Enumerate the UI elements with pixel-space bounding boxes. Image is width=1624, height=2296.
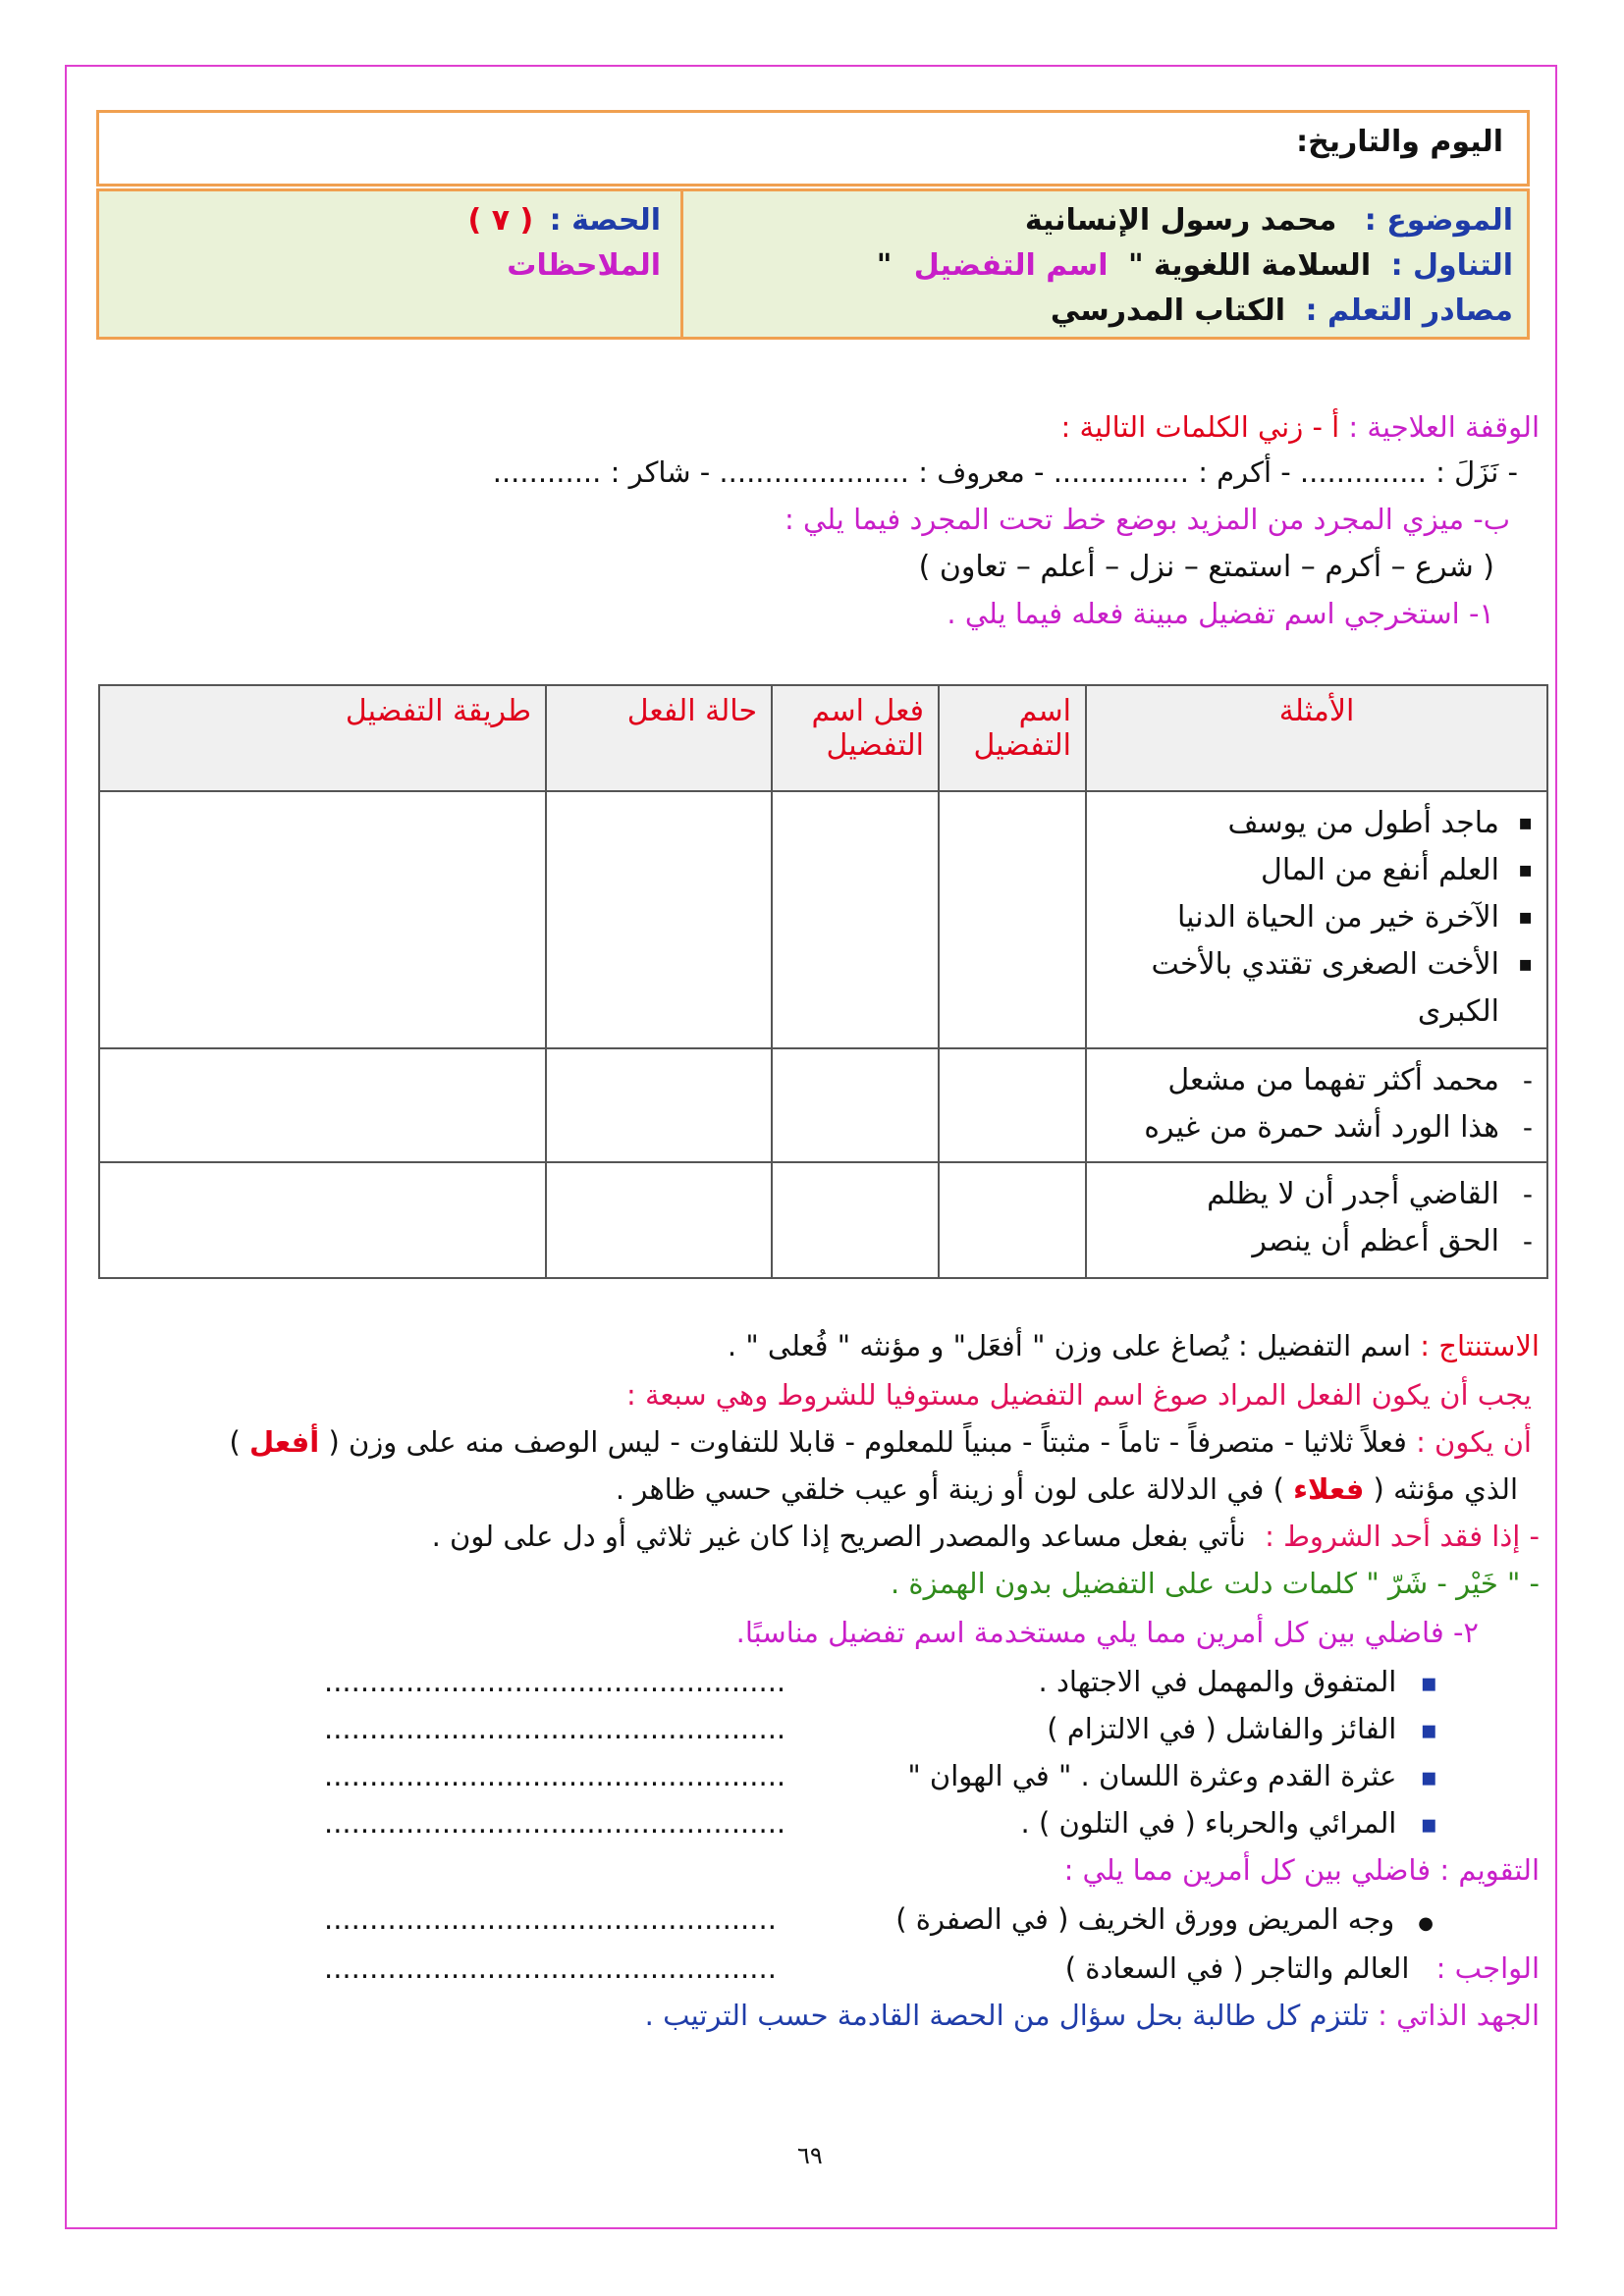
- list-item: ▪ الأخت الصغرى تقتدي بالأخت الكبرى: [1101, 941, 1533, 1036]
- col-verb: فعل اسم التفضيل: [772, 685, 939, 791]
- list-item: - القاضي أجدر أن لا يظلم: [1101, 1171, 1533, 1218]
- list-item: ▪ الآخرة خير من الحياة الدنيا: [1101, 894, 1533, 941]
- table-row: [99, 1048, 1547, 1162]
- feminine-line: الذي مؤنثه ( فعلاء ) في الدلالة على لون أو زينة أو عيب خلقي حسي ظاهر .: [615, 1472, 1518, 1506]
- date-box: [96, 110, 1530, 187]
- task-b: ب- ميزي المجرد من المزيد بوضع خط تحت المجرد فيما يلي :: [785, 503, 1510, 536]
- answer-dots: ...................................................: [324, 1712, 786, 1745]
- exercise2-title: ٢- فاضلي بين كل أمرين مما يلي مستخدمة اسم تفضيل مناسبًا.: [735, 1616, 1479, 1649]
- list-item: - محمد أكثر تفهما من مشعل: [1101, 1057, 1533, 1104]
- examples-cell: [1086, 1162, 1547, 1278]
- khayr-line: - " خَيْر - شَرّ " كلمات دلت على التفضيل بدون الهمزة .: [890, 1567, 1540, 1600]
- col-superlative: اسم التفضيل: [939, 685, 1086, 791]
- topic-line: الموضوع : محمد رسول الإنسانية: [1024, 203, 1513, 238]
- exercise2-item: ▪ المتفوق والمهمل في الاجتهاد .: [1039, 1665, 1437, 1698]
- examples-cell: [1086, 1048, 1547, 1162]
- exercise2-item: ▪ عثرة القدم وعثرة اللسان . " في الهوان ": [907, 1759, 1437, 1792]
- examples-table: [98, 684, 1548, 1279]
- evaluation-label: التقويم : فاضلي بين كل أمرين مما يلي :: [1063, 1853, 1540, 1887]
- verbs-line: ( شرع – أكرم – استمتع – نزل – أعلم – تعاون ): [918, 550, 1494, 584]
- homework-line: الواجب : العالم والتاجر ( في السعادة ): [1064, 1951, 1540, 1985]
- col-method: طريقة التفضيل: [99, 685, 546, 791]
- conclusion-line: الاستنتاج : اسم التفضيل : يُصاغ على وزن " أفعَل" و مؤنثه " فُعلى " .: [727, 1329, 1540, 1362]
- lesson-info-box: [96, 188, 1530, 340]
- answer-dots: ...................................................: [324, 1665, 786, 1698]
- period-line: الحصة : ( ٧ ): [467, 203, 661, 238]
- table-row: [99, 1162, 1547, 1278]
- list-item: ▪ ماجد أطول من يوسف: [1101, 800, 1533, 847]
- exercise2-item: ▪ المرائي والحرباء ( في التلون ) .: [1021, 1806, 1437, 1840]
- table-header-row: [99, 685, 1547, 791]
- page-number: ٦٩: [797, 2142, 823, 2169]
- remedial-intro: الوقفة العلاجية : أ - زني الكلمات التالية :: [1060, 410, 1540, 444]
- coverage-line: التناول : السلامة اللغوية " اسم التفضيل ": [876, 248, 1513, 283]
- list-item: ▪ العلم أنفع من المال: [1101, 847, 1533, 894]
- exercise2-item: ▪ الفائز والفاشل ( في الالتزام ): [1047, 1712, 1437, 1745]
- date-label: اليوم والتاريخ:: [1296, 125, 1503, 159]
- notes-label: الملاحظات: [507, 248, 661, 283]
- answer-dots: ...................................................: [324, 1806, 786, 1840]
- words-line: - نَزَلَ : .............. - أكرم : ............... - معروف : ..................... - شاكر : ............: [492, 455, 1518, 489]
- conditions-title: يجب أن يكون الفعل المراد صوغ اسم التفضيل مستوفيا للشروط وهي سبعة :: [625, 1378, 1532, 1412]
- answer-dots: ..................................................: [324, 1902, 777, 1936]
- examples-cell: [1086, 791, 1547, 1048]
- list-item: - هذا الورد أشد حمرة من غيره: [1101, 1104, 1533, 1151]
- col-examples: الأمثلة: [1086, 685, 1547, 791]
- conditions-line: أن يكون : فعلاً ثلاثيا - متصرفاً - تاماً - مثبتاً - مبنياً للمعلوم - قابلا للتفاوت - ليس الوصف منه على وزن ( أفعل ): [229, 1425, 1532, 1459]
- self-effort-line: الجهد الذاتي : تلتزم كل طالبة بحل سؤال من الحصة القادمة حسب الترتيب .: [644, 1999, 1540, 2032]
- evaluation-item: ● وجه المريض وورق الخريف ( في الصفرة ): [895, 1902, 1434, 1936]
- table-row: [99, 791, 1547, 1048]
- answer-dots: ...................................................: [324, 1759, 786, 1792]
- list-item: - الحق أعظم أن ينصر: [1101, 1218, 1533, 1265]
- task-1: ١- استخرجي اسم تفضيل مبينة فعله فيما يلي .: [947, 597, 1494, 630]
- lost-condition-line: - إذا فقد أحد الشروط : نأتي بفعل مساعد والمصدر الصريح إذا كان غير ثلاثي أو دل على لون .: [431, 1520, 1540, 1553]
- answer-dots: ..................................................: [324, 1951, 777, 1985]
- col-verb-state: حالة الفعل: [546, 685, 772, 791]
- sources-line: مصادر التعلم : الكتاب المدرسي: [1050, 294, 1513, 328]
- header-divider: [680, 191, 683, 337]
